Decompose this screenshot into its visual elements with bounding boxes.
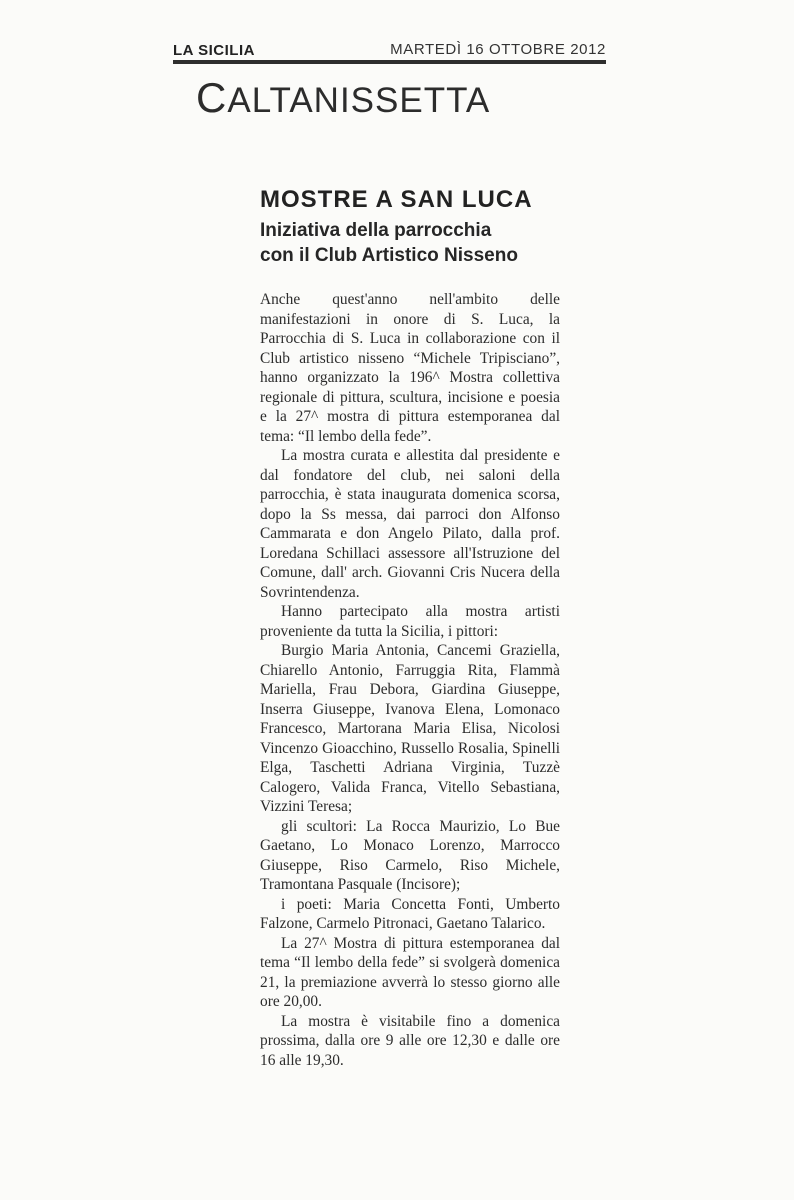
body-paragraph: La mostra curata e allestita dal presidente e dal fondatore del club, nei saloni della parrocchia, è stata inaugurata domenica scorsa, dopo la Ss messa, dai parroci don Alfonso Cammarata e don Angelo Pilato, dalla prof. Loredana Schillaci assessore all'Istruzione del Comune, dall' arch. Giovanni Cris Nucera della Sovrintendenza. [260, 447, 560, 601]
subhead-line: Iniziativa della parrocchia [260, 220, 492, 241]
issue-date: MARTEDÌ 16 OTTOBRE 2012 [390, 41, 606, 58]
masthead-rule [173, 60, 606, 64]
section-initial: C [196, 74, 228, 121]
sculptors-list: gli scultori: La Rocca Maurizio, Lo Bue Gaetano, Lo Monaco Lorenzo, Marrocco Giuseppe, Riso Carmelo, Riso Michele, Tramontana Pasquale (Incisore); [260, 817, 560, 893]
painters-list: Burgio Maria Antonia, Cancemi Graziella, Chiarello Antonio, Farruggia Rita, Flammà Mariella, Frau Debora, Giardina Giuseppe, Inserra Giuseppe, Ivanova Elena, Lomonaco Francesco, Martorana Maria Elisa, Nicolosi Vincenzo Gioacchino, Russello Rosalia, Spinelli Elga, Taschetti Adriana Virginia, Tuzzè Calogero, Valida Franca, Vitello Sebastiana, Vizzini Teresa; [260, 642, 560, 815]
article-kicker: MOSTRE A SAN LUCA [260, 186, 533, 213]
poets-list: i poeti: Maria Concetta Fonti, Umberto Falzone, Carmelo Pitronaci, Gaetano Talarico. [260, 895, 560, 932]
body-paragraph: Hanno partecipato alla mostra artisti proveniente da tutta la Sicilia, i pittori: [260, 603, 560, 640]
newspaper-brand: LA SICILIA [173, 42, 255, 59]
section-title [196, 74, 491, 121]
subhead-line: con il Club Artistico Nisseno [260, 245, 518, 266]
body-paragraph: Anche quest'anno nell'ambito delle manifestazioni in onore di S. Luca, la Parrocchia di S. Luca in collaborazione con il Club artistico nisseno “Michele Tripisciano”, hanno organizzato la 196^ Mostra collettiva regionale di pittura, scultura, incisione e poesia e la 27^ mostra di pittura estemporanea dal tema: “Il lembo della fede”. [260, 291, 560, 445]
article-body [260, 290, 560, 1070]
section-rest: ALTANISSETTA [227, 81, 491, 120]
article-subhead [260, 218, 560, 268]
masthead [173, 40, 606, 68]
body-paragraph: La 27^ Mostra di pittura estemporanea dal tema “Il lembo della fede” si svolgerà domenica 21, la premiazione avverrà lo stesso giorno alle ore 20,00. [260, 934, 560, 1010]
body-paragraph: La mostra è visitabile fino a domenica prossima, dalla ore 9 alle ore 12,30 e dalle ore 16 alle 19,30. [260, 1012, 560, 1069]
